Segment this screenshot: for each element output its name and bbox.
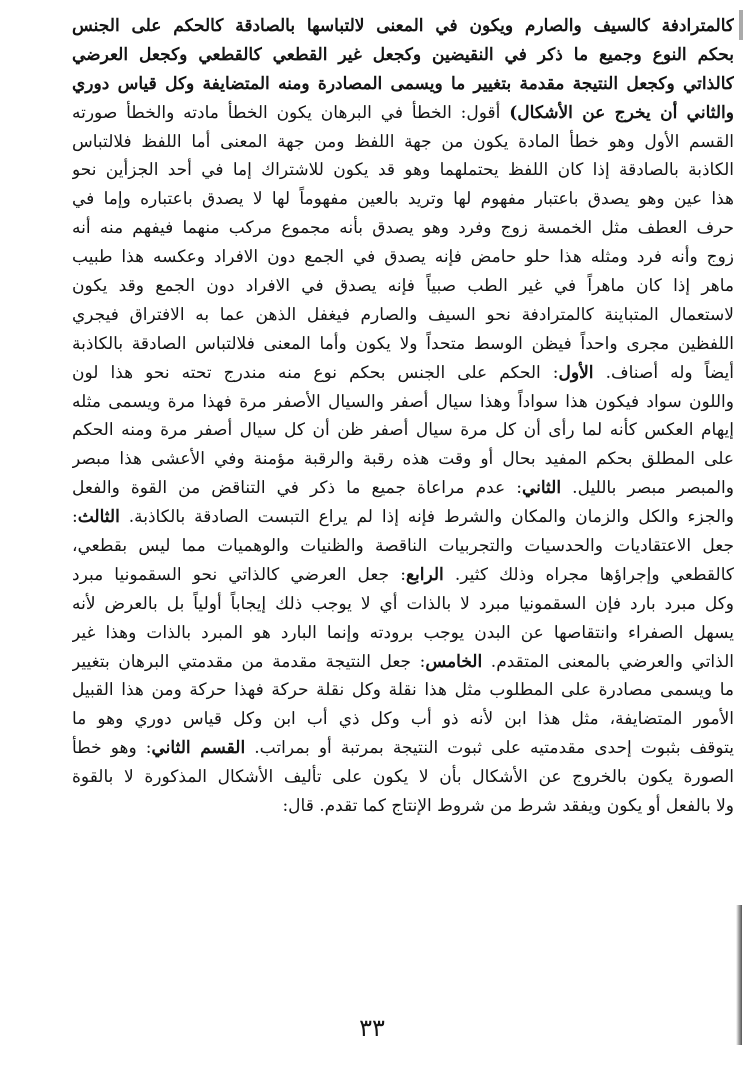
text-line: [72, 763, 734, 792]
line-text: إيهام العكس كأنه لما رأى أن كل مرة سيال أصفر ظن أن كل سيال أصفر مرة ومنه الحكم: [72, 420, 734, 441]
text-line: [72, 70, 734, 99]
line-text-continued: : جعل النتيجة مقدمة من مقدمتي البرهان بتغيير: [72, 651, 426, 672]
text-line: [72, 330, 734, 359]
line-text: واللون سواد فيكون هذا سواداً وهذا سيال أصفر والسيال الأصفر مرة فهذا مرة ويسمى مثله: [72, 391, 734, 412]
text-line: [72, 416, 734, 445]
line-text: لاستعمال المتباينة كالمترادفة نحو السيف والصارم فيغفل الذهن عما به الافتراق فيجري: [72, 304, 734, 325]
text-line: [72, 156, 734, 185]
page-edge-mark: [739, 10, 743, 40]
keyword: القسم الثاني: [151, 738, 246, 759]
page-number: ٣٣: [359, 1014, 385, 1042]
line-text-continued: : عدم مراعاة جميع ما ذكر في التناقض من القوة والفعل: [72, 478, 522, 499]
line-text: كالقطعي وإجراؤها مجراه وذلك كثير.: [443, 564, 734, 585]
text-line: [72, 561, 734, 590]
line-text: وكل مبرد بارد فإن السقمونيا مبرد لا بالذات أي لا يوجب ذلك إيجاباً أولياً بل بالعرض لأنه: [72, 593, 734, 614]
line-text: والجزء والكل والزمان والمكان والشرط فإنه إذا لم يراع التبست الصادقة بالكاذبة.: [119, 507, 734, 528]
keyword: الرابع: [405, 564, 444, 585]
line-text: الكاذبة بالصادقة إذا كان اللفظ يحتملهما وهو قد يكون للاشتراك إما في أحد الجزأين نحو: [72, 160, 734, 181]
line-text: اللفظين مجرى واحداً فيظن الوسط متحداً ولا يكون وأما المعنى فلالتباس الصادقة بالكاذبة: [72, 333, 734, 354]
line-text: الصورة يكون بالخروج عن الأشكال بأن لا يكون على تأليف الأشكال المذكورة لا بالقوة: [72, 767, 734, 788]
line-text-continued: : الحكم على الجنس بحكم نوع منه مندرج تحته نحو هذا لون: [72, 362, 559, 383]
line-text: جعل الاعتقاديات والحدسيات والتجربيات الناقصة والظنيات والوهميات مما ليس بقطعي،: [72, 536, 734, 557]
line-text: أيضاً وله أصناف.: [593, 362, 734, 383]
text-line: [72, 12, 734, 41]
text-line: [72, 214, 734, 243]
line-text: يسهل الصفراء وانتقاصها عن البدن يوجب برودته وإنما البارد هو المبرد بالذات وهذا غير: [72, 622, 734, 643]
keyword: الخامس: [425, 651, 483, 672]
text-line: [72, 41, 734, 70]
text-line: [72, 272, 734, 301]
text-line: [72, 532, 734, 561]
line-text: ولا بالفعل أو يكون ويفقد شرط من شروط الإنتاج كما تقدم. قال:: [282, 796, 734, 817]
line-text: كالذاتي وكجعل النتيجة مقدمة بتغيير ما ويسمى المصادرة ومنه المتضايفة وكل قياس دوري: [72, 73, 734, 94]
line-text: القسم الأول وهو خطأ المادة يكون من جهة اللفظ ومن جهة المعنى أما اللفظ فلالتباس: [72, 131, 734, 152]
text-line: [72, 648, 734, 677]
text-line: [72, 734, 734, 763]
line-text: الذاتي والعرضي بالمعنى المتقدم.: [482, 651, 734, 672]
text-line: [72, 99, 734, 128]
text-line: [72, 474, 734, 503]
line-text: يتوقف بثبوت إحدى مقدمتيه على ثبوت النتيجة بمرتبة أو بمراتب.: [245, 738, 734, 759]
text-line: [72, 676, 734, 705]
line-text: حرف العطف مثل الخمسة زوج وفرد وهو يصدق بأنه مجموع مركب منهما فيفهم منه أنه: [72, 218, 734, 239]
keyword: الأول: [558, 362, 594, 383]
line-text: زوج وأنه فرد ومثله هذا حلو حامض فإنه يصدق في الجمع دون الافراد وعكسه هذا طبيب: [72, 247, 734, 268]
text-line: [72, 388, 734, 417]
line-text: كالمترادفة كالسيف والصارم ويكون في المعنى لالتباسها بالصادقة كالحكم على الجنس: [72, 16, 734, 36]
line-text: بحكم النوع وجميع ما ذكر في النقيضين وكجعل غير القطعي كالقطعي وكجعل العرضي: [72, 44, 734, 65]
line-text-continued: أقول: الخطأ في البرهان يكون الخطأ مادته والخطأ صورته: [72, 102, 510, 123]
text-line: [72, 359, 734, 388]
page-edge-shadow: [736, 905, 742, 1045]
text-line: [72, 301, 734, 330]
line-text: ماهر إذا كان ماهراً في غير الطب صبياً فإنه يصدق في الافراد دون الجمع وقد يكون: [72, 276, 734, 297]
line-text: هذا عين وهو يصدق باعتبار مفهوم لها وتريد بالعين مفهوماً لها لا يصدق باعتباره وإما في: [72, 189, 734, 210]
text-line: [72, 590, 734, 619]
line-text: ما ويسمى مصادرة على المطلوب مثل هذا نقلة وكل نقلة حركة فهذا حركة ومن هذا القبيل: [72, 680, 734, 701]
line-text-continued: :: [72, 507, 78, 528]
line-text-continued: : وهو خطأ: [72, 738, 152, 759]
page-text: [72, 12, 734, 821]
line-text: على المطلق بحكم المفيد بحال أو وقت هذه رقبة والرقبة مؤمنة وفي الأعشى هذا مبصر: [72, 449, 734, 470]
text-line: [72, 243, 734, 272]
keyword: والثاني أن يخرج عن الأشكال): [509, 102, 734, 123]
line-text-continued: : جعل العرضي كالذاتي نحو السقمونيا مبرد: [72, 564, 406, 585]
line-text: الأمور المتضايفة، مثل هذا ابن لأنه ذو أب وكل ذي أب ابن وكل قياس دوري وهو ما: [72, 709, 734, 730]
text-line: [72, 619, 734, 648]
line-text: والمبصر مبصر بالليل.: [561, 478, 734, 499]
text-line: [72, 503, 734, 532]
text-line: [72, 128, 734, 157]
text-line: [72, 792, 734, 821]
text-line: [72, 185, 734, 214]
text-line: [72, 445, 734, 474]
keyword: الثالث: [77, 507, 120, 528]
text-line: [72, 705, 734, 734]
keyword: الثاني: [521, 478, 562, 499]
